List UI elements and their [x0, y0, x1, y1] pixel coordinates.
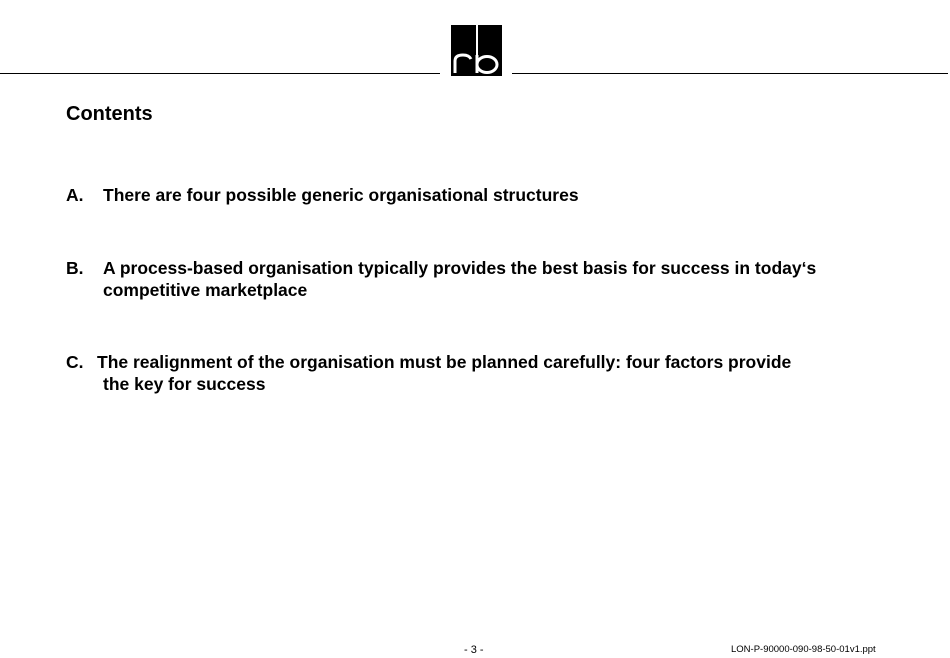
header-rule-left [0, 73, 440, 74]
header-rule-right [512, 73, 948, 74]
company-logo [451, 25, 502, 76]
document-reference: LON-P-90000-090-98-50-01v1.ppt [731, 644, 876, 655]
item-letter: B. [66, 258, 84, 278]
contents-item-a [66, 184, 886, 206]
item-letter: A. [66, 185, 84, 205]
page-title: Contents [66, 103, 153, 125]
item-text-line-1: The realignment of the organisation must be planned carefully: four factors provide [97, 352, 792, 372]
rb-logo-icon [451, 25, 502, 76]
item-text [97, 351, 896, 395]
item-text: A process-based organisation typically provides the best basis for success in today‘s competitive marketplace [103, 258, 817, 300]
page-number: - 3 - [464, 644, 484, 656]
contents-item-c [66, 351, 896, 395]
item-text: There are four possible generic organisational structures [103, 185, 579, 205]
item-text-line-2: the key for success [103, 374, 266, 394]
contents-item-b [66, 257, 886, 301]
item-letter: C. [66, 352, 84, 372]
